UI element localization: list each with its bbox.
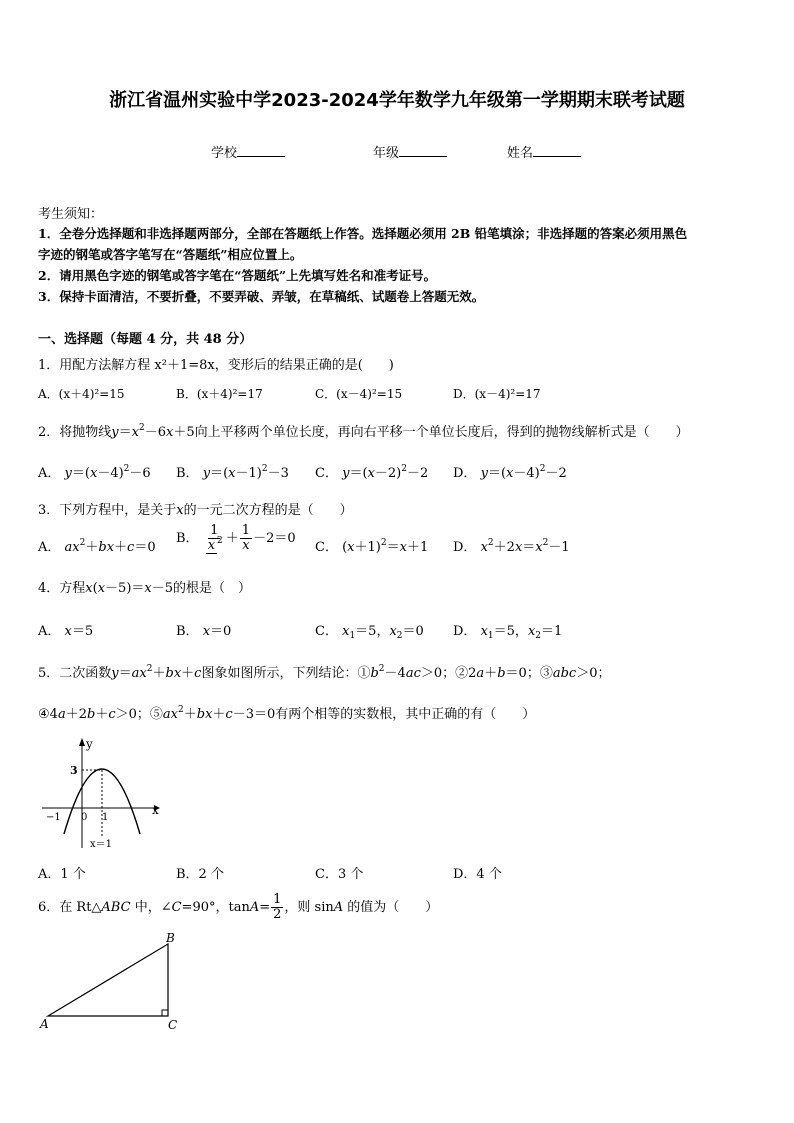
grade-field: [373, 142, 447, 161]
name-label: 姓名: [507, 146, 534, 161]
y-axis-label: y: [86, 737, 93, 751]
q5-stem-line-1: 5．二次函数$y=ax^2+bx+c$图象如图所示，下列结论：$①b^2-4ac>0$；②2a＋b＝0；③abc＞0；: [38, 664, 611, 681]
page-title: 浙江省温州实验中学2023-2024学年数学九年级第一学期期末联考试题: [109, 90, 685, 111]
notice-line-1a: 1．全卷分选择题和非选择题两部分，全部在答题纸上作答。选择题必须用 2B 铅笔填涂；非选择题的答案必须用黑色: [38, 226, 688, 241]
q4-option-c[interactable]: C． $x_1=5$，$x_2=0$: [315, 624, 424, 641]
q1-option-c[interactable]: C．(x－4)²=15: [315, 387, 403, 401]
x-tick-1: 1: [102, 812, 109, 823]
section-heading: 一、选择题（每题 4 分，共 48 分）: [38, 332, 253, 347]
origin-label: 0: [81, 812, 88, 823]
symmetry-axis-label: x＝1: [90, 839, 113, 850]
notice-heading: 考生须知：: [38, 207, 104, 222]
notice-line-3: 3．保持卡面清洁，不要折叠，不要弄破、弄皱，在草稿纸、试题卷上答题无效。: [38, 289, 485, 304]
q2-option-b[interactable]: B． $y=(x-1)^2-3$: [176, 464, 289, 481]
vertex-a-label: A: [40, 1017, 49, 1031]
x-tick-neg1: −1: [46, 812, 61, 823]
q2-option-c[interactable]: C． $y=(x-2)^2-2$: [315, 464, 429, 481]
q5-parabola-graph: [38, 734, 178, 856]
grade-label: 年级: [373, 146, 400, 161]
school-label: 学校: [211, 146, 238, 161]
q6-triangle-diagram: [36, 928, 186, 1034]
notice-line-2: 2．请用黑色字迹的钢笔或答字笔在“答题纸”上先填写姓名和准考证号。: [38, 268, 437, 283]
q3-option-c[interactable]: C． $(x+1)^2=x+1$: [315, 538, 429, 555]
q5-option-a[interactable]: A．1 个: [38, 867, 86, 882]
school-field: [211, 142, 285, 161]
vertex-c-label: C: [168, 1018, 178, 1032]
q5-option-b[interactable]: B．2 个: [176, 867, 224, 882]
q4-option-a[interactable]: A． x＝5: [38, 624, 94, 639]
q1-stem: 1．用配方法解方程 x²＋1=8x，变形后的结果正确的是( ): [38, 358, 394, 373]
q4-option-d[interactable]: D． $x_1=5$，$x_2=1$: [453, 624, 563, 641]
q5-stem-line-2: ④4a＋2b＋c＞0；$⑤ax^2+bx+c-3=0$有两个相等的实数根，其中正确的有（ ）: [38, 705, 536, 722]
q3-option-a[interactable]: A． $ax^2+bx+c=0$: [38, 538, 156, 555]
name-field: [507, 142, 581, 161]
q2-option-d[interactable]: D． $y=(x-4)^2-2$: [453, 464, 567, 481]
notice-line-1b: 字迹的钢笔或答字笔写在“答题纸”相应位置上。: [38, 247, 303, 262]
right-angle-mark: [162, 1010, 168, 1016]
q4-stem: 4．方程x(x－5)＝x－5的根是（ ）: [38, 581, 252, 596]
q1-option-d[interactable]: D．(x－4)²=17: [453, 387, 541, 401]
q5-option-c[interactable]: C．3 个: [315, 867, 364, 882]
q2-stem: 2．将抛物线$y=x^2-6x+5$向上平移两个单位长度，再向右平移一个单位长度后，得到的抛物线解析式是（ ）: [38, 423, 689, 440]
q3-option-b[interactable]: B． $\frac{1}{x ^2}$ ＋ $\frac{1}{x}$ －2＝0: [176, 523, 296, 553]
y-tick-3: 3: [70, 764, 78, 777]
right-triangle: [48, 944, 168, 1016]
q1-option-b[interactable]: B．(x＋4)²=17: [176, 387, 263, 401]
q2-option-a[interactable]: A． $y=(x-4)^2-6$: [38, 464, 151, 481]
x-axis-label: x: [152, 803, 159, 817]
q6-stem: 6．在 Rt△ABC 中，∠C=90°，tanA= $\frac{1}{2}$ ，则 sinA 的值为（ ）: [38, 892, 439, 922]
q4-option-b[interactable]: B． x＝0: [176, 624, 232, 639]
y-axis-arrow: [79, 738, 85, 746]
q1-option-a[interactable]: A．(x＋4)²=15: [38, 387, 125, 401]
q3-option-d[interactable]: D． $x^2+2x=x^2-1$: [453, 538, 570, 555]
q5-option-d[interactable]: D．4 个: [453, 867, 502, 882]
vertex-b-label: B: [166, 931, 175, 945]
q3-stem: 3．下列方程中，是关于x的一元二次方程的是（ ）: [38, 503, 353, 518]
